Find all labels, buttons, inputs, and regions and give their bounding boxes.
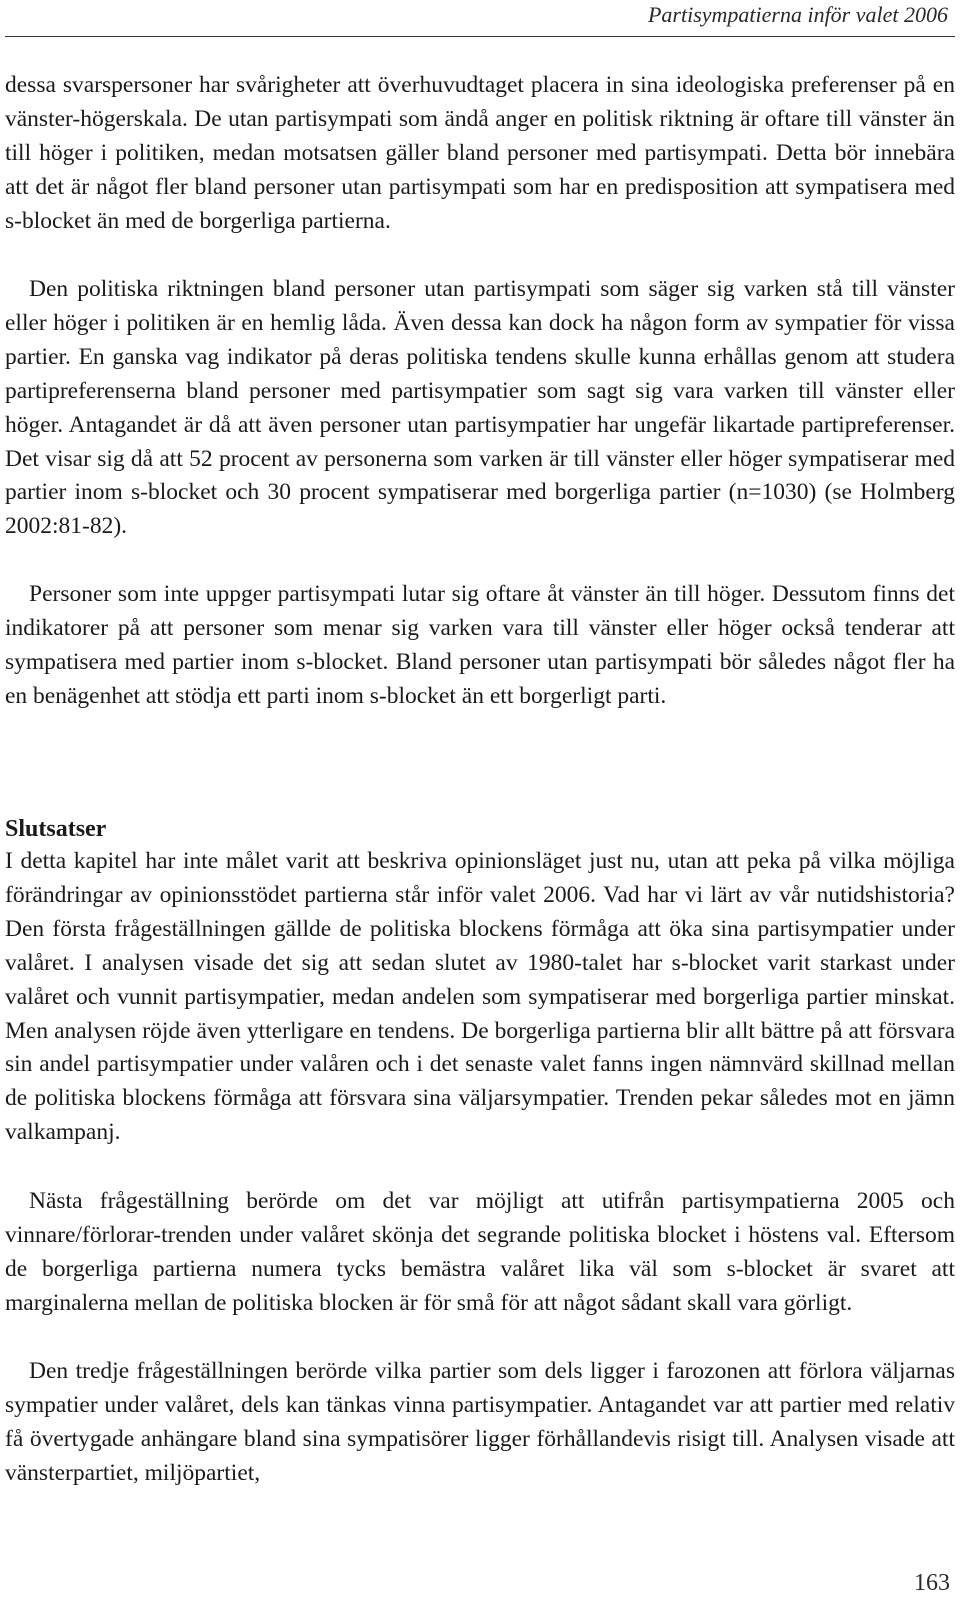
page-number: 163 xyxy=(914,1570,950,1596)
running-header: Partisympatierna inför valet 2006 xyxy=(647,2,948,27)
section-paragraph: I detta kapitel har inte målet varit att beskriva opinionsläget just nu, utan att peka på vilka möjliga förändringar av opinionsstödet partierna står inför valet 2006. Vad har vi lärt av vår nutidshistoria? Den första frågeställningen gällde de politiska blockens förmåga att öka sina partisympatier under valåret. I analysen visade det sig att sedan slutet av 1980-talet har s-blocket varit starkast under valåret och vunnit partisympatier, medan andelen som sympatiserar med borgerliga partier minskat. Men analysen röjde även ytterligare en tendens. De borgerliga partierna blir allt bättre på att försvara sin andel partisympatier under valåren och i det senaste valet fanns ingen nämnvärd skillnad mellan de politiska blockens förmåga att försvara sina väljarsympatier. Trenden pekar således mot en jämn valkampanj. xyxy=(5,848,955,1146)
body-paragraph: Personer som inte uppger partisympati lutar sig oftare åt vänster än till höger. Dessutom finns det indikatorer på att personer som menar sig varken vara till vänster eller höger också tenderar att sympatisera med partier inom s-blocket. Bland personer utan partisympati bör således något fler ha en benägenhet att stödja ett parti inom s-blocket än ett borgerligt parti. xyxy=(5,581,955,709)
body-paragraph: dessa svarspersoner har svårigheter att överhuvudtaget placera in sina ideologiska preferenser på en vänster-högerskala. De utan partisympati som ändå anger en politisk riktning är oftare till vänster än till höger i politiken, medan motsatsen gäller bland personer med partisympati. Detta bör innebära att det är något fler bland personer utan partisympati som har en predisposition att sympatisera med s-blocket än med de borgerliga partierna. xyxy=(5,72,955,234)
section-heading: Slutsatser xyxy=(5,816,107,842)
body-paragraph: Den politiska riktningen bland personer utan partisympati som säger sig varken stå till vänster eller höger i politiken är en hemlig låda. Även dessa kan dock ha någon form av sympatier för vissa partier. En ganska vag indikator på deras politiska tendens skulle kunna erhållas genom att studera partipreferenserna bland personer med partisympatier som sagt sig vara varken till vänster eller höger. Antagandet är då att även personer utan partisympatier har ungefär likartade partipreferenser. Det visar sig då att 52 procent av personerna som varken är till vänster eller höger sympatiserar med partier inom s-blocket och 30 procent sympatiserar med borgerliga partier (n=1030) (se Holmberg 2002:81-82). xyxy=(5,276,955,540)
section-paragraph: Nästa frågeställning berörde om det var möjligt att utifrån partisympatierna 2005 och vinnare/förlorar-trenden under valåret skönja det segrande politiska blocket i höstens val. Eftersom de borgerliga partierna numera tycks bemästra valåret lika väl som s-blocket är svaret att marginalerna mellan de politiska blocken är för små för att något sådant skall vara görligt. xyxy=(5,1188,955,1316)
header-rule xyxy=(5,36,955,37)
section-paragraph: Den tredje frågeställningen berörde vilka partier som dels ligger i farozonen att förlora väljarnas sympatier under valåret, dels kan tänkas vinna partisympatier. Antagandet var att partier med relativ få övertygade anhängare bland sina sympatisörer ligger förhållandevis risigt till. Analysen visade att vänsterpartiet, miljöpartiet, xyxy=(5,1358,955,1486)
